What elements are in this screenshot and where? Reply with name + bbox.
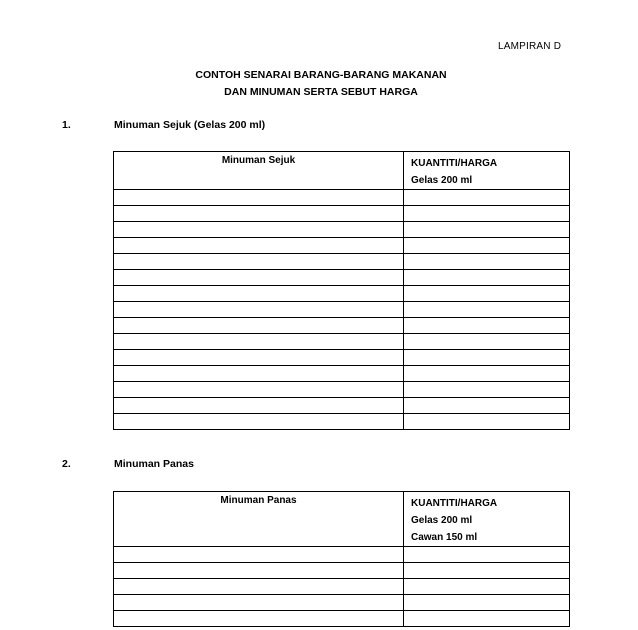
item-cell[interactable]: [114, 350, 404, 366]
quantity-cell[interactable]: [404, 238, 570, 254]
section-2-number: 2.: [62, 458, 71, 470]
item-cell[interactable]: [114, 302, 404, 318]
item-cell[interactable]: [114, 382, 404, 398]
table-row: [114, 579, 570, 595]
quantity-cell[interactable]: [404, 206, 570, 222]
title-line-2: DAN MINUMAN SERTA SEBUT HARGA: [224, 86, 418, 98]
table-row: [114, 286, 570, 302]
table-row: [114, 302, 570, 318]
table-row: [114, 398, 570, 414]
item-cell[interactable]: [114, 254, 404, 270]
item-cell[interactable]: [114, 595, 404, 611]
quantity-cell[interactable]: [404, 579, 570, 595]
item-cell[interactable]: [114, 318, 404, 334]
column-header-quantity: [404, 152, 570, 190]
table-row: [114, 547, 570, 563]
item-cell[interactable]: [114, 398, 404, 414]
table-row: [114, 611, 570, 627]
quantity-header-line-2: Gelas 200 ml: [411, 515, 473, 526]
table-row: [114, 414, 570, 430]
table-row: [114, 238, 570, 254]
item-cell[interactable]: [114, 222, 404, 238]
table-row: [114, 222, 570, 238]
quantity-cell[interactable]: [404, 254, 570, 270]
section-2-heading: [62, 458, 194, 470]
table-row: [114, 334, 570, 350]
section-1-heading: [62, 119, 265, 131]
quantity-cell[interactable]: [404, 222, 570, 238]
table-row: [114, 270, 570, 286]
column-header-item: Minuman Panas: [114, 492, 404, 547]
item-cell[interactable]: [114, 206, 404, 222]
title-line-1: CONTOH SENARAI BARANG-BARANG MAKANAN: [195, 69, 447, 81]
item-cell[interactable]: [114, 238, 404, 254]
quantity-cell[interactable]: [404, 398, 570, 414]
quantity-cell[interactable]: [404, 547, 570, 563]
column-header-quantity: [404, 492, 570, 547]
item-cell[interactable]: [114, 286, 404, 302]
column-header-item: Minuman Sejuk: [114, 152, 404, 190]
quantity-cell[interactable]: [404, 190, 570, 206]
table-row: [114, 254, 570, 270]
quantity-cell[interactable]: [404, 286, 570, 302]
table-row: [114, 366, 570, 382]
hot-drinks-table: [113, 491, 570, 627]
quantity-cell[interactable]: [404, 563, 570, 579]
quantity-cell[interactable]: [404, 611, 570, 627]
quantity-cell[interactable]: [404, 414, 570, 430]
item-cell[interactable]: [114, 366, 404, 382]
quantity-header-line-2: Gelas 200 ml: [411, 175, 473, 186]
table-row: [114, 382, 570, 398]
quantity-cell[interactable]: [404, 382, 570, 398]
item-cell[interactable]: [114, 563, 404, 579]
item-cell[interactable]: [114, 334, 404, 350]
cold-drinks-table: [113, 151, 570, 430]
table-row: [114, 206, 570, 222]
quantity-cell[interactable]: [404, 595, 570, 611]
section-2-title: Minuman Panas: [114, 458, 194, 470]
item-cell[interactable]: [114, 414, 404, 430]
quantity-header-line-1: KUANTITI/HARGA: [411, 158, 498, 169]
table-row: [114, 350, 570, 366]
table-row: [114, 190, 570, 206]
item-cell[interactable]: [114, 190, 404, 206]
quantity-cell[interactable]: [404, 366, 570, 382]
quantity-cell[interactable]: [404, 334, 570, 350]
item-cell[interactable]: [114, 547, 404, 563]
section-1-number: 1.: [62, 119, 71, 131]
table-header-row: [114, 152, 570, 190]
table-header-row: [114, 492, 570, 547]
section-1-title: Minuman Sejuk (Gelas 200 ml): [114, 119, 266, 131]
quantity-cell[interactable]: [404, 302, 570, 318]
quantity-header-line-3: Cawan 150 ml: [411, 532, 478, 543]
appendix-label: LAMPIRAN D: [498, 41, 562, 52]
item-cell[interactable]: [114, 611, 404, 627]
table-row: [114, 563, 570, 579]
quantity-cell[interactable]: [404, 270, 570, 286]
item-cell[interactable]: [114, 579, 404, 595]
quantity-header-line-1: KUANTITI/HARGA: [411, 498, 498, 509]
document-title: [0, 67, 638, 101]
item-cell[interactable]: [114, 270, 404, 286]
table-row: [114, 595, 570, 611]
quantity-cell[interactable]: [404, 350, 570, 366]
table-row: [114, 318, 570, 334]
quantity-cell[interactable]: [404, 318, 570, 334]
